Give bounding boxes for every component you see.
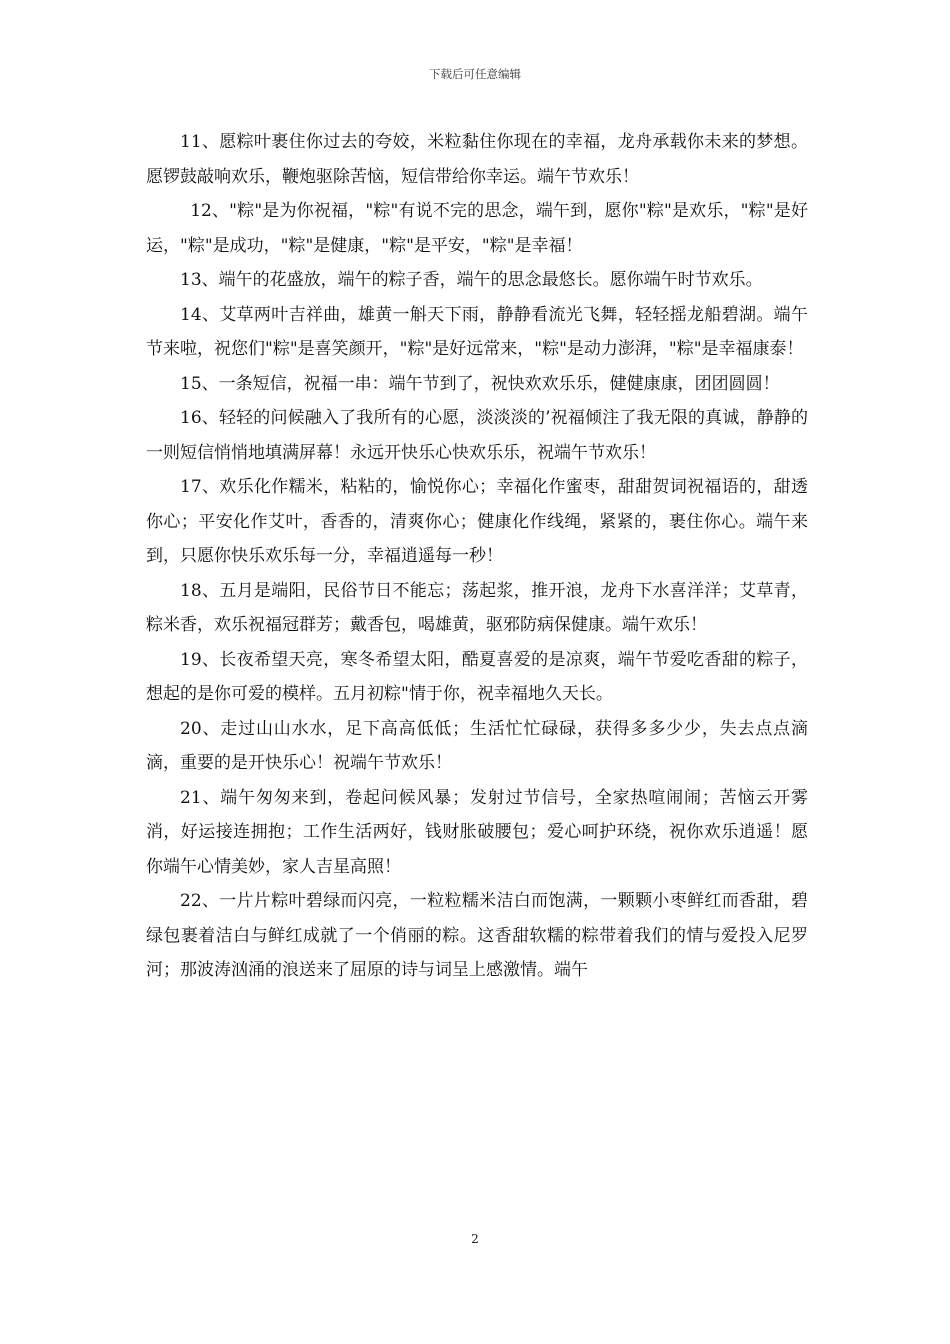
paragraph-21: 21、端午匆匆来到，卷起问候风暴；发射过节信号，全家热喧闹闹；苦恼云开雾消，好运接连拥抱；工作生活两好，钱财胀破腰包；爱心呵护环绕，祝你欢乐逍遥！愿你端午心情美妙，家人吉星高照！ — [146, 787, 808, 877]
paragraph-22: 22、一片片粽叶碧绿而闪亮，一粒粒糯米洁白而饱满，一颗颗小枣鲜红而香甜，碧绿包裹着洁白与鲜红成就了一个俏丽的粽。这香甜软糯的粽带着我们的情与爱投入尼罗河；那波涛汹涌的浪送来了屈原的诗与词呈上感激情。端午 — [146, 891, 808, 980]
paragraph-18: 18、五月是端阳，民俗节日不能忘；荡起浆，推开浪，龙舟下水喜洋洋；艾草青，粽米香，欢乐祝福冠群芳；戴香包，喝雄黄，驱邪防病保健康。端午欢乐！ — [146, 580, 808, 635]
paragraph-11: 11、愿粽叶裹住你过去的夸姣，米粒黏住你现在的幸福，龙舟承载你未来的梦想。愿锣鼓敲响欢乐，鞭炮驱除苦恼，短信带给你幸运。端午节欢乐！ — [146, 132, 808, 187]
page-header: 下载后可任意编辑 — [429, 67, 521, 81]
paragraph-16: 16、轻轻的问候融入了我所有的心愿，淡淡淡的’祝福倾注了我无限的真诚，静静的一则短信悄悄地填满屏幕！永远开快乐心快欢乐乐，祝端午节欢乐！ — [146, 408, 808, 463]
paragraph-15: 15、一条短信，祝福一串：端午节到了，祝快欢欢乐乐，健健康康，团团圆圆！ — [180, 373, 780, 394]
document-body — [146, 125, 808, 988]
paragraph-19: 19、长夜希望天亮，寒冬希望太阳，酷夏喜爱的是凉爽，端午节爱吃香甜的粽子，想起的是你可爱的模样。五月初粽"情于你，祝幸福地久天长。 — [146, 649, 808, 704]
paragraph-12: 12、"粽"是为你祝福，"粽"有说不完的思念，端午到，愿你"粽"是欢乐，"粽"是好运，"粽"是成功，"粽"是健康，"粽"是平安，"粽"是幸福！ — [146, 201, 808, 256]
paragraph-20: 20、走过山山水水，足下高高低低；生活忙忙碌碌，获得多多少少，失去点点滴滴，重要的是开快乐心！祝端午节欢乐！ — [146, 718, 808, 773]
page-number: 2 — [471, 1232, 479, 1246]
paragraph-14: 14、艾草两叶吉祥曲，雄黄一斛天下雨，静静看流光飞舞，轻轻摇龙船碧湖。端午节来啦，祝您们"粽"是喜笑颜开，"粽"是好远常来，"粽"是动力澎湃，"粽"是幸福康泰！ — [146, 304, 808, 359]
paragraph-13: 13、端午的花盛放，端午的粽子香，端午的思念最悠长。愿你端午时节欢乐。 — [180, 270, 763, 290]
paragraph-17: 17、欢乐化作糯米，粘粘的，愉悦你心；幸福化作蜜枣，甜甜贺词祝福语的，甜透你心；平安化作艾叶，香香的，清爽你心；健康化作线绳，紧紧的，裹住你心。端午来到，只愿你快乐欢乐每一分，幸福逍遥每一秒！ — [146, 477, 808, 566]
